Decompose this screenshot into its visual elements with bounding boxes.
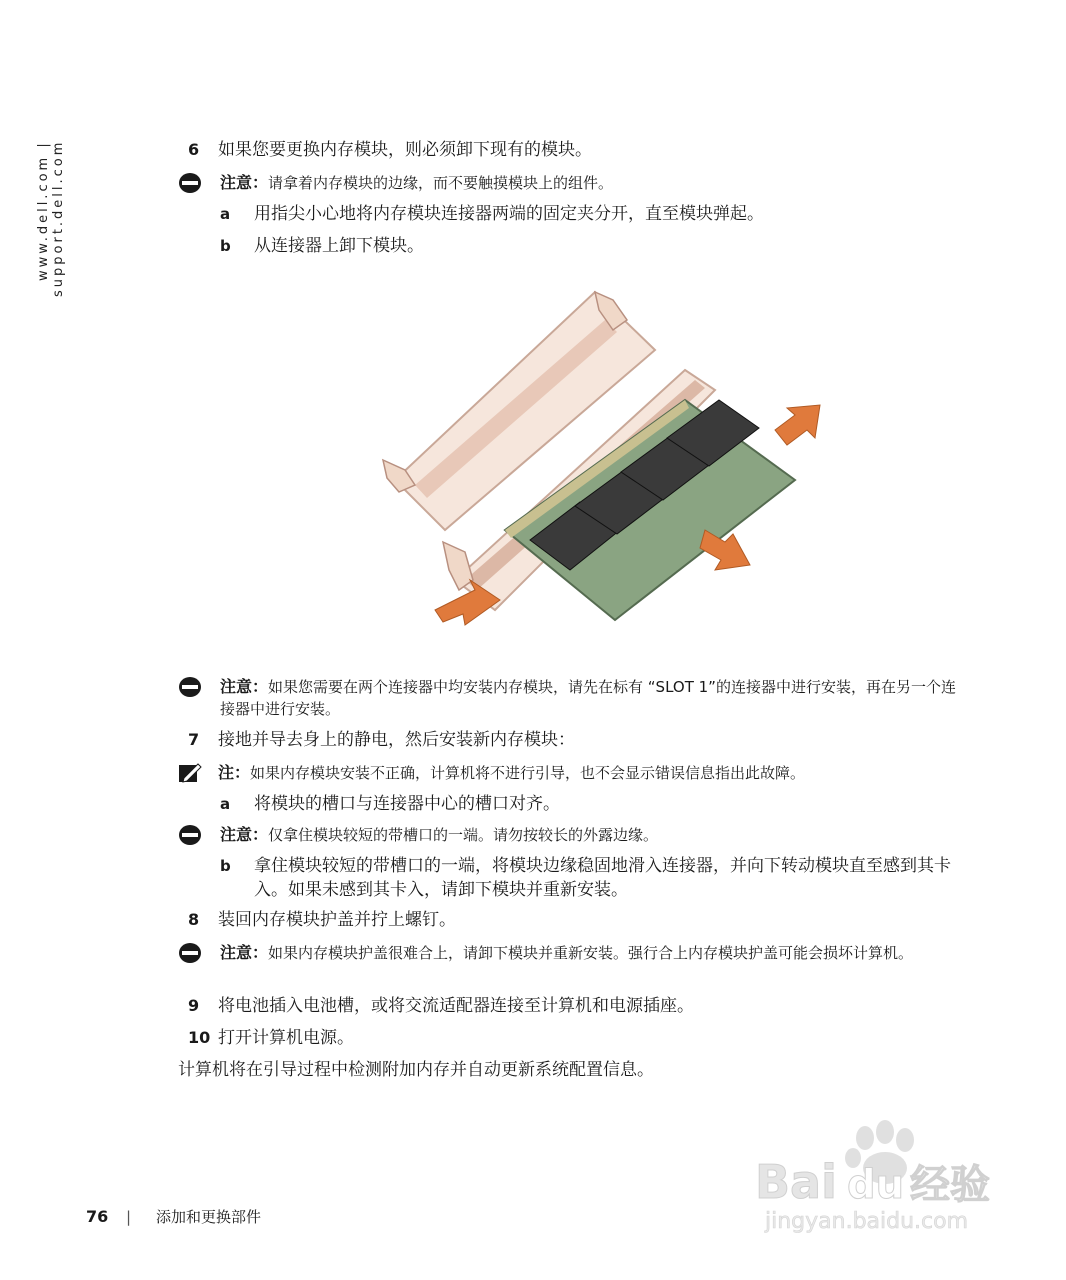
substep-7b [220,854,960,902]
step-7 [188,728,575,752]
substep-6b [220,234,960,258]
notice-label: 注意： [220,943,269,962]
substep-letter: a [220,795,231,813]
substep-7a [220,792,960,816]
page-number: 76 [86,1207,109,1226]
page-footer [86,1206,261,1227]
step-number: 8 [188,910,200,929]
step-6 [188,138,592,162]
substep-letter: b [220,857,231,875]
step-number: 6 [188,140,200,159]
notice-2 [178,676,968,720]
note-text: 如果内存模块安装不正确，计算机将不进行引导，也不会显示错误信息指出此故障。 [250,764,806,782]
substep-letter: a [220,205,231,223]
notice-3 [178,824,968,846]
notice-text: 如果内存模块护盖很难合上，请卸下模块并重新安装。强行合上内存模块护盖可能会损坏计算机。 [268,944,914,962]
svg-text:Bai: Bai [755,1155,837,1209]
notice-icon [178,172,202,194]
substep-letter: b [220,237,231,255]
notice-1 [178,172,968,194]
substep-text: 用指尖小心地将内存模块连接器两端的固定夹分开，直至模块弹起。 [254,204,764,224]
notice-text: 如果您需要在两个连接器中均安装内存模块，请先在标有 “SLOT 1”的连接器中进行安装，再在另一个连接器中进行安装。 [220,678,956,718]
notice-icon [178,942,202,964]
notice-text: 请拿着内存模块的边缘，而不要触摸模块上的组件。 [268,174,614,192]
step-8 [188,908,456,932]
watermark-url: jingyan.baidu.com [765,1209,969,1234]
step-number: 10 [188,1028,211,1047]
memory-module-illustration [355,280,835,660]
step-number: 7 [188,730,200,749]
footer-section-title: 添加和更换部件 [156,1208,262,1226]
step-text: 接地并导去身上的静电，然后安装新内存模块： [218,730,575,750]
notice-4 [178,942,968,964]
footer-separator: | [126,1208,132,1226]
step-10 [188,1026,354,1050]
step-text: 装回内存模块护盖并拧上螺钉。 [218,910,456,930]
notice-label: 注意： [220,825,269,844]
notice-icon [178,676,202,698]
step-text: 如果您要更换内存模块，则必须卸下现有的模块。 [218,140,592,160]
sidebar-url: www.dell.com | support.dell.com [36,140,66,298]
notice-icon [178,824,202,846]
notice-label: 注意： [220,173,269,192]
note-1 [178,762,968,784]
note-pencil-icon [178,762,202,784]
notice-text: 仅拿住模块较短的带槽口的一端。请勿按较长的外露边缘。 [268,826,659,844]
notice-label: 注意： [220,677,269,696]
substep-text: 拿住模块较短的带槽口的一端，将模块边缘稳固地滑入连接器，并向下转动模块直至感到其卡入。如果未感到其卡入，请卸下模块并重新安装。 [254,856,951,900]
substep-6a [220,202,960,226]
substep-text: 将模块的槽口与连接器中心的槽口对齐。 [254,794,560,814]
svg-text:du: du [847,1162,905,1208]
closing-paragraph: 计算机将在引导过程中检测附加内存并自动更新系统配置信息。 [178,1060,654,1080]
step-9 [188,994,694,1018]
step-text: 打开计算机电源。 [218,1028,354,1048]
step-number: 9 [188,996,200,1015]
substep-text: 从连接器上卸下模块。 [254,236,424,256]
baidu-watermark-logo [735,1120,1015,1240]
note-label: 注： [218,763,251,782]
svg-text:经验: 经验 [910,1162,990,1208]
step-text: 将电池插入电池槽，或将交流适配器连接至计算机和电源插座。 [218,996,694,1016]
